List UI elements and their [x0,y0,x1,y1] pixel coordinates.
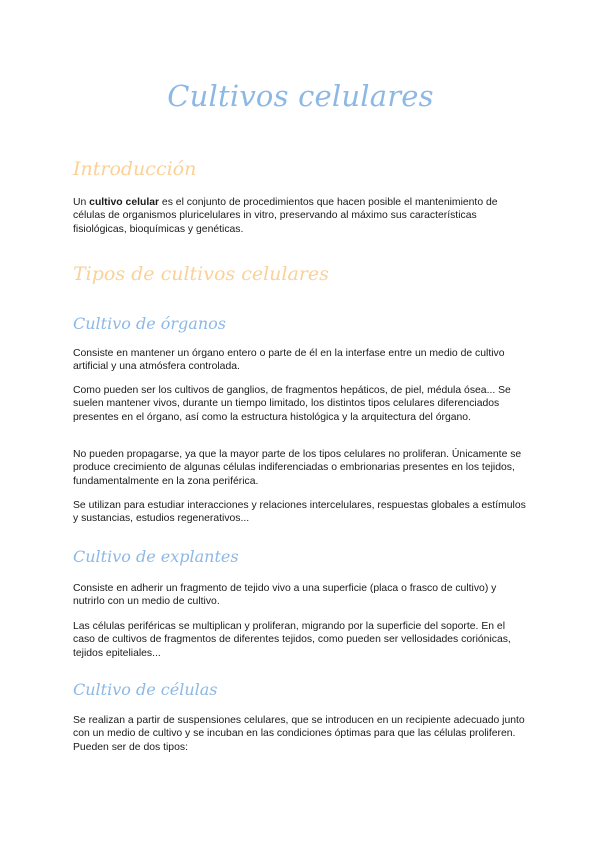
heading-tipos-cultivos: Tipos de cultivos celulares [73,263,329,285]
explantes-paragraph-1: Consiste en adherir un fragmento de tejido vivo a una superficie (placa o frasco de cultivo) y nutrirlo con un medio de cultivo. [73,583,497,608]
bold-term: cultivo celular [89,197,160,208]
heading-cultivo-explantes: Cultivo de explantes [73,547,239,566]
heading-cultivo-organos: Cultivo de órganos [73,314,226,333]
document-title: Cultivos celulares [167,79,434,113]
intro-paragraph: Un cultivo celular es el conjunto de procedimientos que hacen posible el mantenimiento de células de organismos pluricelulares in vitro, preservando al máximo sus características fisiológicas, bioquímicas y genéticas. [73,197,498,235]
organos-paragraph-1: Consiste en mantener un órgano entero o parte de él en la interfase entre un medio de cultivo artificial y una atmósfera controlada. [73,348,505,373]
organos-paragraph-2: Como pueden ser los cultivos de ganglios, de fragmentos hepáticos, de piel, médula ósea... Se suelen mantener vivos, durante un tiempo limitado, los distintos tipos celulares diferenciados presentes en el órgano, así como la estructura histológica y la arquitectura del órgano. [73,385,511,423]
heading-introduccion: Introducción [73,158,197,180]
organos-paragraph-4: Se utilizan para estudiar interacciones y relaciones intercelulares, respuestas globales a estímulos y sustancias, estudios regenerativos... [73,500,526,525]
celulas-paragraph-1: Se realizan a partir de suspensiones celulares, que se introducen en un recipiente adecuado junto con un medio de cultivo y se incuban en las condiciones óptimas para que las células proliferen. Pueden ser de dos tipos: [73,715,525,753]
heading-cultivo-celulas: Cultivo de células [73,680,218,699]
organos-paragraph-3: No pueden propagarse, ya que la mayor parte de los tipos celulares no proliferan. Únicamente se produce crecimiento de algunas células indiferenciadas o embrionarias presentes en los tejidos, fundamentalmente en la zona periférica. [73,449,522,487]
explantes-paragraph-2: Las células periféricas se multiplican y proliferan, migrando por la superficie del soporte. En el caso de cultivos de fragmentos de diferentes tejidos, como pueden ser vellosidades coriónicas, tejidos epiteliales... [73,621,511,659]
